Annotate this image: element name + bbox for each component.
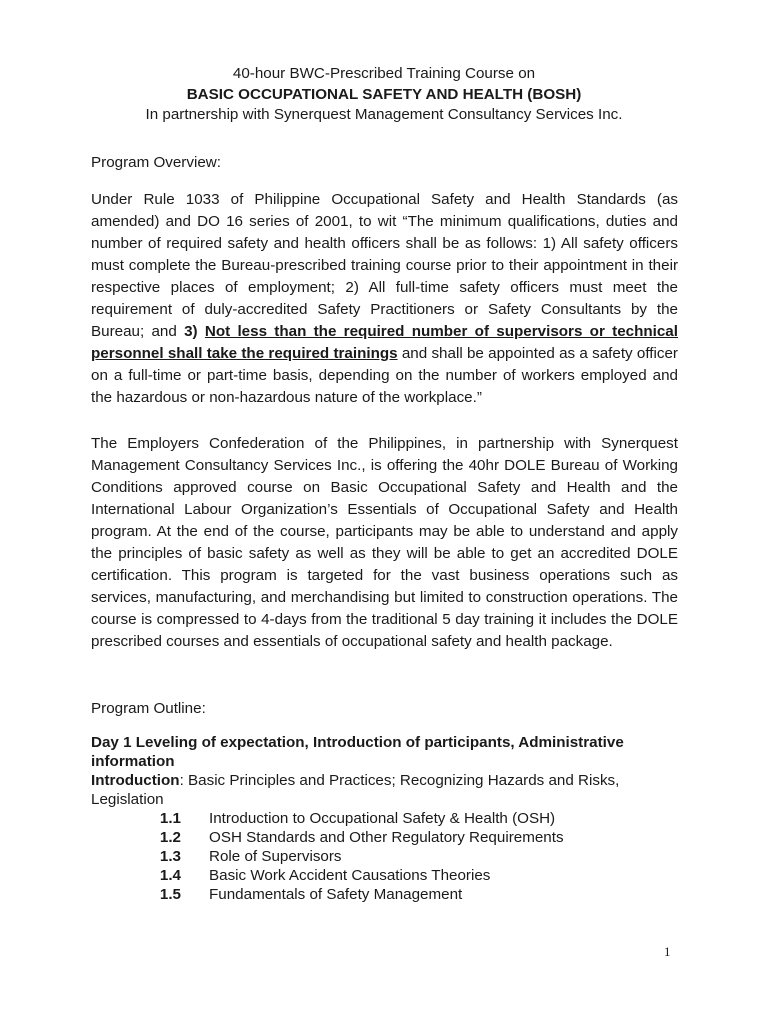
- overview-p1-text-b: and shall be appointed as a safety officer on a full-time or part-time basis, depending on the number of workers employed and the hazardous or non-hazardous nature of the workplace.”: [91, 345, 678, 406]
- header-title: BASIC OCCUPATIONAL SAFETY AND HEALTH (BOSH): [186, 85, 582, 103]
- outline-item-text: OSH Standards and Other Regulatory Requirements: [209, 829, 564, 846]
- introduction-text: : Basic Principles and Practices; Recognizing Hazards and Risks, Legislation: [91, 772, 620, 808]
- overview-p1-number: 3): [184, 323, 205, 340]
- outline-item: [91, 828, 678, 847]
- outline-item-number: 1.5: [159, 886, 181, 903]
- outline-item: [91, 809, 678, 828]
- outline-item-text: Fundamentals of Safety Management: [209, 886, 463, 903]
- outline-item-number: 1.3: [159, 848, 181, 865]
- outline-item-text: Role of Supervisors: [209, 848, 342, 865]
- outline-item-text: Introduction to Occupational Safety & Health (OSH): [209, 810, 556, 827]
- outline-item: [91, 885, 678, 904]
- outline-item: [91, 866, 678, 885]
- page-number: 1: [664, 944, 671, 959]
- introduction-line: [91, 771, 678, 809]
- overview-p1-underlined: Not less than the required number of supervisors or technical personnel shall take the required trainings: [91, 323, 678, 362]
- header-course-line: 40-hour BWC-Prescribed Training Course on: [232, 65, 536, 82]
- introduction-label: Introduction: [91, 772, 180, 789]
- outline-item-number: 1.2: [159, 829, 181, 846]
- outline-heading: Program Outline:: [91, 700, 206, 717]
- outline-item-text: Basic Work Accident Causations Theories: [209, 867, 491, 884]
- outline-list: [91, 809, 678, 904]
- overview-paragraph-1: [91, 189, 678, 409]
- day1-heading: Day 1 Leveling of expectation, Introduction of participants, Administrative information: [91, 734, 624, 770]
- overview-p1-text-a: Under Rule 1033 of Philippine Occupational Safety and Health Standards (as amended) and DO 16 series of 2001, to wit “The minimum qualifications, duties and number of required safety and health officers shall be as follows: 1) All safety officers must complete the Bureau-prescribed training course prior to their appointment in their respective places of employment; 2) All full-time safety officers must meet the requirement of duly-accredited Safety Practitioners or Safety Consultants by the Bureau; and: [91, 191, 678, 340]
- outline-item: [91, 847, 678, 866]
- header-partnership-line: In partnership with Synerquest Management Consultancy Services Inc.: [145, 106, 623, 123]
- overview-heading: Program Overview:: [91, 154, 221, 171]
- outline-item-number: 1.4: [159, 867, 181, 884]
- overview-paragraph-2: The Employers Confederation of the Philippines, in partnership with Synerquest Management Consultancy Services Inc., is offering the 40hr DOLE Bureau of Working Conditions approved course on Basic Occupational Safety and Health and the International Labour Organization’s Essentials of Occupational Safety and Health program. At the end of the course, participants may be able to understand and apply the principles of basic safety as well as they will be able to get an accredited DOLE certification. This program is targeted for the vast business operations such as services, manufacturing, and merchandising but limited to construction operations. The course is compressed to 4-days from the traditional 5 day training it includes the DOLE prescribed courses and essentials of occupational safety and health package.: [91, 435, 678, 650]
- document-header: [0, 64, 768, 126]
- outline-item-number: 1.1: [159, 810, 181, 827]
